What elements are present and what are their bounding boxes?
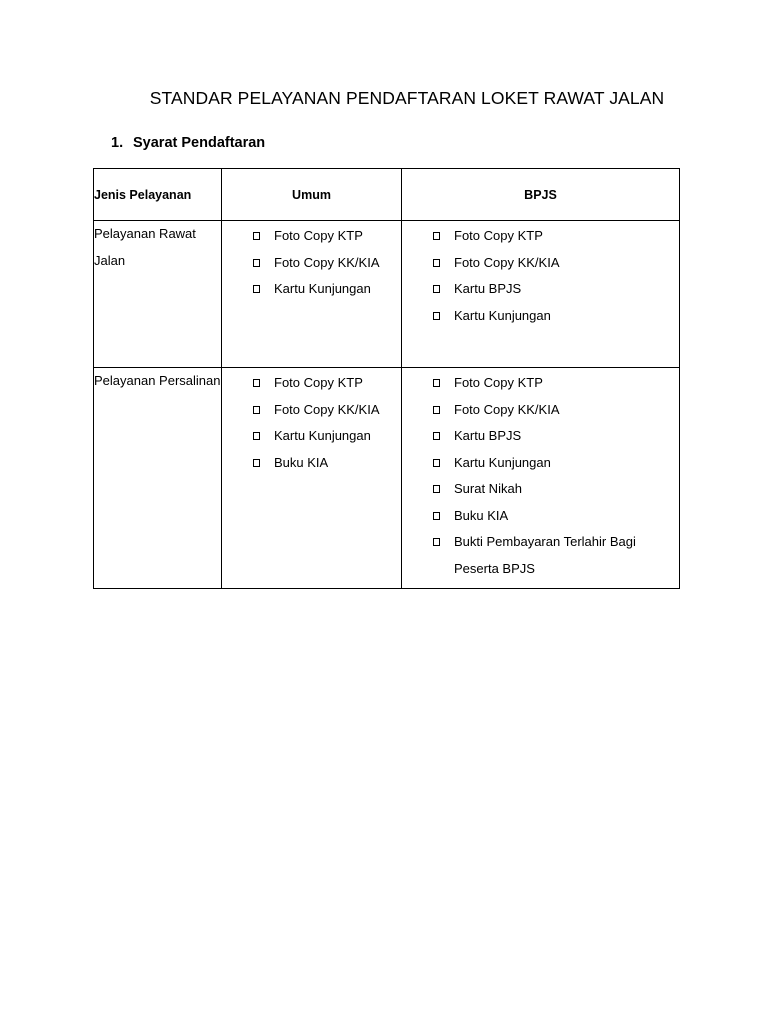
list-item xyxy=(433,250,671,277)
list-item xyxy=(433,423,671,450)
requirement-text: Kartu BPJS xyxy=(454,428,522,443)
list-item xyxy=(253,276,395,303)
checkbox-icon xyxy=(433,312,440,320)
checkbox-icon xyxy=(253,432,260,440)
list-item xyxy=(253,397,395,424)
header-umum: Umum xyxy=(222,169,402,221)
service-name-cell: Pelayanan Persalinan xyxy=(94,368,222,589)
list-item xyxy=(433,223,671,250)
checkbox-icon xyxy=(433,259,440,267)
requirement-text: Foto Copy KTP xyxy=(454,375,543,390)
requirement-text: Foto Copy KK/KIA xyxy=(454,254,560,270)
section-number: 1. xyxy=(111,135,124,151)
service-name-cell: Pelayanan Rawat Jalan xyxy=(94,221,222,368)
bpjs-requirements-cell xyxy=(402,368,680,589)
umum-requirements-cell xyxy=(222,368,402,589)
checkbox-icon xyxy=(433,285,440,293)
list-item xyxy=(433,397,671,424)
checkbox-icon xyxy=(253,459,260,467)
list-item xyxy=(253,450,395,477)
requirement-text: Foto Copy KTP xyxy=(274,228,363,243)
list-item xyxy=(433,276,671,303)
list-item xyxy=(253,370,395,397)
requirement-text: Kartu BPJS xyxy=(454,281,522,296)
section-heading-text: Syarat Pendaftaran xyxy=(133,135,266,151)
checkbox-icon xyxy=(253,232,260,240)
section-heading xyxy=(111,132,265,154)
requirement-list xyxy=(222,221,401,309)
header-bpjs: BPJS xyxy=(402,169,680,221)
checkbox-icon xyxy=(433,459,440,467)
requirement-text: Kartu Kunjungan xyxy=(454,454,551,470)
list-item xyxy=(253,223,395,250)
checkbox-icon xyxy=(253,285,260,293)
table-row xyxy=(94,368,680,589)
requirement-text: Buku KIA xyxy=(274,454,329,470)
requirement-text: Kartu Kunjungan xyxy=(454,307,551,323)
requirement-list xyxy=(402,368,679,588)
requirement-text: Foto Copy KK/KIA xyxy=(274,401,380,417)
list-item xyxy=(433,529,671,582)
list-item xyxy=(433,503,671,530)
requirement-text: Bukti Pembayaran Terlahir Bagi Peserta BPJS xyxy=(454,534,636,576)
list-item xyxy=(253,250,395,277)
requirement-list xyxy=(222,368,401,482)
requirement-text: Foto Copy KTP xyxy=(274,375,363,390)
requirements-table xyxy=(93,168,680,589)
checkbox-icon xyxy=(433,379,440,387)
list-item xyxy=(433,476,671,503)
requirement-text: Kartu Kunjungan xyxy=(274,281,371,296)
table-row xyxy=(94,221,680,368)
requirement-text: Foto Copy KK/KIA xyxy=(274,254,380,270)
list-item xyxy=(433,370,671,397)
list-item xyxy=(253,423,395,450)
bpjs-requirements-cell xyxy=(402,221,680,368)
table-header-row xyxy=(94,169,680,221)
checkbox-icon xyxy=(433,432,440,440)
list-item xyxy=(433,450,671,477)
requirement-text: Foto Copy KK/KIA xyxy=(454,401,560,417)
requirement-text: Kartu Kunjungan xyxy=(274,428,371,443)
checkbox-icon xyxy=(253,379,260,387)
checkbox-icon xyxy=(433,232,440,240)
checkbox-icon xyxy=(433,406,440,414)
requirement-text: Surat Nikah xyxy=(454,481,522,496)
umum-requirements-cell xyxy=(222,221,402,368)
requirement-text: Buku KIA xyxy=(454,507,509,523)
checkbox-icon xyxy=(253,259,260,267)
checkbox-icon xyxy=(433,538,440,546)
list-item xyxy=(433,303,671,330)
requirement-text: Foto Copy KTP xyxy=(454,228,543,243)
checkbox-icon xyxy=(253,406,260,414)
checkbox-icon xyxy=(433,485,440,493)
checkbox-icon xyxy=(433,512,440,520)
requirement-list xyxy=(402,221,679,335)
document-title: STANDAR PELAYANAN PENDAFTARAN LOKET RAWAT JALAN xyxy=(149,88,665,108)
header-jenis-pelayanan: Jenis Pelayanan xyxy=(94,169,222,221)
